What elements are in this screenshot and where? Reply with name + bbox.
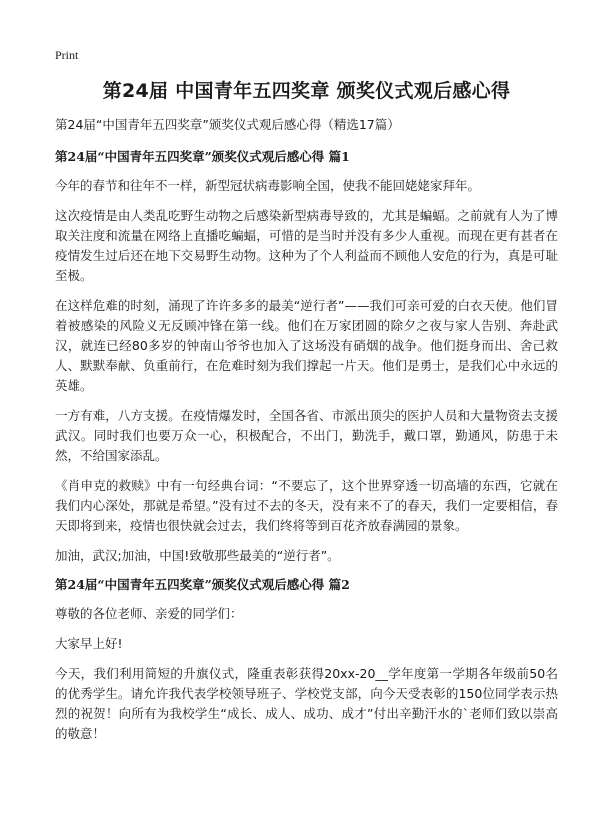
- page-title: 第24届 中国青年五四奖章 颁奖仪式观后感心得: [102, 80, 511, 102]
- paragraph: 这次疫情是由人类乱吃野生动物之后感染新型病毒导致的，尤其是蝙蝠。之前就有人为了博取关注度和流量在网络上直播吃蝙蝠，可惜的是当时并没有多少人重视。而现在更有甚者在疫情发生过后还在地下交易野生动物。这种为了个人利益而不顾他人安危的行为，真是可耻至极。: [55, 208, 558, 283]
- document-subtitle: 第24届“中国青年五四奖章”颁奖仪式观后感心得（精选17篇）: [55, 117, 400, 132]
- paragraph: 大家早上好!: [55, 636, 123, 651]
- section-1: [55, 148, 558, 566]
- paragraph: 一方有难，八方支援。在疫情爆发时，全国各省、市派出顶尖的医护人员和大量物资去支援武汉。同时我们也要万众一心，积极配合，不出门，勤洗手，戴口罩，勤通风，防患于未然，不给国家添乱。: [55, 408, 558, 463]
- paragraph: 《肖申克的救赎》中有一句经典台词：“不要忘了，这个世界穿透一切高墙的东西，它就在我们内心深处，那就是希望。”没有过不去的冬天，没有来不了的春天，我们一定要相信，春天即将到来，疫情也很快就会过去，我们终将等到百花齐放春满园的景象。: [55, 478, 558, 533]
- paragraph: 尊敬的各位老师、亲爱的同学们：: [55, 606, 243, 621]
- paragraph: 今年的春节和往年不一样，新型冠状病毒影响全国，使我不能回姥姥家拜年。: [55, 178, 481, 193]
- paragraph: 加油，武汉;加油，中国!致敬那些最美的“逆行者”。: [55, 548, 340, 563]
- print-label[interactable]: Print: [55, 48, 79, 62]
- section-heading: 第24届“中国青年五四奖章”颁奖仪式观后感心得 篇2: [55, 577, 350, 592]
- paragraph: 在这样危难的时刻，涌现了许许多多的最美“逆行者”——我们可亲可爱的白衣天使。他们冒着被感染的风险义无反顾冲锋在第一线。他们在万家团圆的除夕之夜与家人告别、奔赴武汉，就连已经80多岁的钟南山爷爷也加入了这场没有硝烟的战争。他们挺身而出、舍己救人、默默奉献、负重前行，在危难时刻为我们撑起一片天。他们是勇士，是我们心中永远的英雄。: [55, 298, 558, 393]
- section-2: [55, 576, 558, 744]
- paragraph: 今天，我们利用简短的升旗仪式，隆重表彰获得20xx-20__学年度第一学期各年级前50名的优秀学生。请允许我代表学校领导班子、学校党支部，向今天受表彰的150位同学表示热烈的祝贺！向所有为我校学生“成长、成人、成功、成才”付出辛勤汗水的`老师们致以崇高的敬意！: [55, 666, 558, 741]
- section-heading: 第24届“中国青年五四奖章”颁奖仪式观后感心得 篇1: [55, 149, 350, 164]
